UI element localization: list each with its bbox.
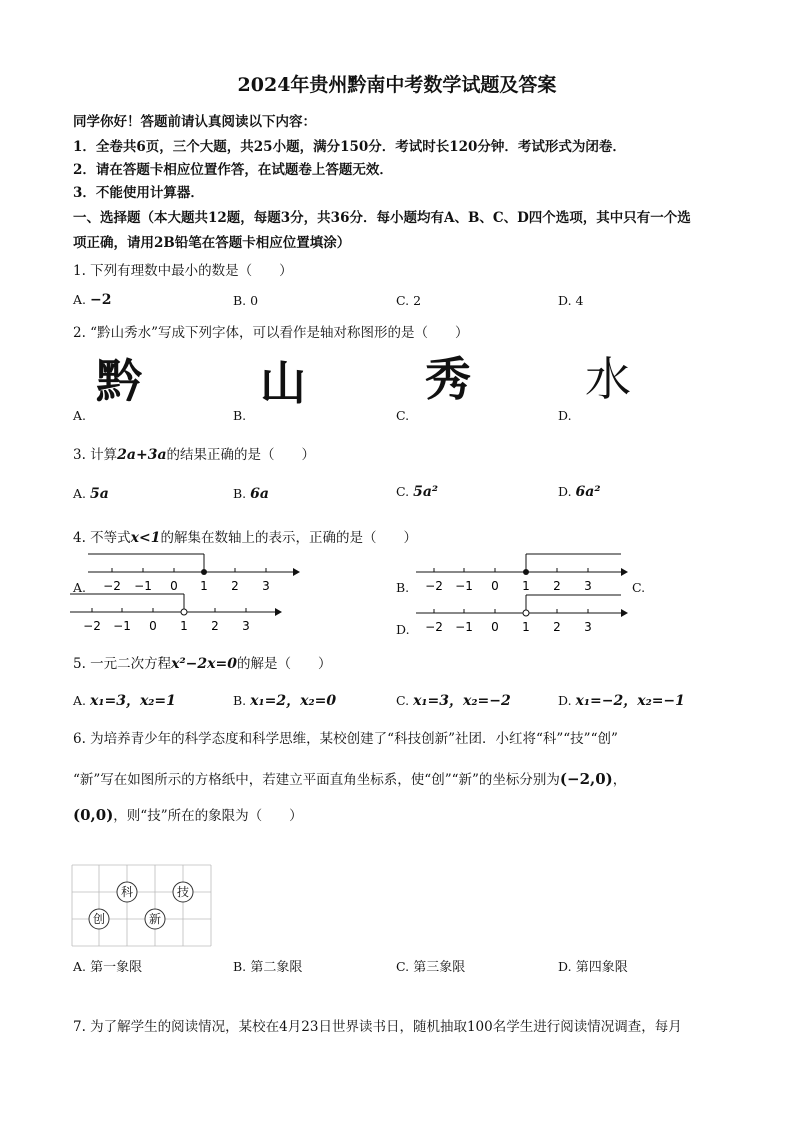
- tick-label: 1: [180, 619, 188, 633]
- q1-option-a: A. −2: [73, 292, 112, 308]
- intro-rule: 2．请在答题卡相应位置作答，在试题卷上答题无效．: [73, 162, 393, 178]
- tick-label: 1: [522, 620, 530, 634]
- q1-option-d: D. 4: [558, 293, 584, 308]
- q1-option-c: C. 2: [396, 293, 422, 308]
- tick-label: 3: [262, 579, 270, 593]
- question-6-line: “新”写在如图所示的方格纸中，若建立平面直角坐标系，使“创”“新”的坐标分别为(−2,0)，: [73, 770, 627, 788]
- q3-option-d: D. 6a²: [558, 484, 601, 500]
- q5-option-b: B. x₁=2，x₂=0: [233, 693, 337, 709]
- tick-label: 2: [211, 619, 219, 633]
- tick-label: 3: [584, 620, 592, 634]
- grid-char-ke: 科: [120, 885, 134, 899]
- intro-rule: 3．不能使用计算器．: [73, 185, 204, 201]
- q1-option-b: B. 0: [233, 293, 259, 308]
- grid-char-chuang: 创: [92, 912, 106, 926]
- tick-label: −1: [455, 579, 473, 593]
- tick-label: 0: [149, 619, 157, 633]
- intro-rule: 1．全卷共6页，三个大题，共25小题，满分150分．考试时长120分钟．考试形式为闭卷．: [73, 139, 626, 155]
- glyph-xiu: 秀: [425, 352, 471, 406]
- q5-option-c: C. x₁=3，x₂=−2: [396, 693, 511, 709]
- tick-label: −2: [425, 620, 443, 634]
- q6-option-a: A. 第一象限: [73, 959, 143, 975]
- tick-label: 3: [242, 619, 250, 633]
- question-3-stem: 3. 计算2a+3a的结果正确的是（ ）: [73, 447, 316, 463]
- tick-label: −2: [83, 619, 101, 633]
- q3-option-b: B. 6a: [233, 486, 269, 502]
- question-5-stem: 5. 一元二次方程x²−2x=0的解是（ ）: [73, 656, 332, 672]
- question-2-stem: 2. “黔山秀水”写成下列字体，可以看作是轴对称图形的是（ ）: [73, 325, 469, 341]
- number-line-b: [416, 550, 631, 595]
- q3-option-c: C. 5a²: [396, 484, 439, 500]
- grid-char-xin: 新: [148, 912, 162, 926]
- question-1-stem: 1. 下列有理数中最小的数是（ ）: [73, 263, 293, 279]
- tick-label: 2: [553, 579, 561, 593]
- section-heading: 一、选择题（本大题共12题，每题3分，共36分．每小题均有A、B、C、D四个选项，其中只有一个选: [73, 210, 691, 226]
- grid-char-ji: 技: [176, 885, 190, 899]
- q5-option-d: D. x₁=−2，x₂=−1: [558, 693, 685, 709]
- intro-greeting: 同学你好！答题前请认真阅读以下内容：: [73, 114, 316, 130]
- number-line-d: [416, 591, 631, 636]
- q4-option-a-label: A.: [73, 580, 87, 595]
- section-heading: 项正确，请用2B铅笔在答题卡相应位置填涂）: [73, 235, 351, 251]
- question-6-line: (0,0)，则“技”所在的象限为（ ）: [73, 806, 303, 824]
- q6-option-b: B. 第二象限: [233, 959, 303, 975]
- q4-option-b-label: B.: [396, 580, 410, 595]
- tick-label: −1: [134, 579, 152, 593]
- tick-label: 3: [584, 579, 592, 593]
- q2-option-d: D.: [558, 408, 572, 423]
- page-title: 2024年贵州黔南中考数学试题及答案: [237, 74, 557, 96]
- q5-option-a: A. x₁=3，x₂=1: [73, 693, 176, 709]
- glyph-shui: 水: [585, 352, 631, 406]
- tick-label: 1: [522, 579, 530, 593]
- tick-label: 2: [231, 579, 239, 593]
- question-6-line: 6. 为培养青少年的科学态度和科学思维，某校创建了“科技创新”社团．小红将“科”“技”“创”: [73, 731, 618, 747]
- number-line-c: [70, 590, 285, 635]
- tick-label: 0: [491, 620, 499, 634]
- q6-option-d: D. 第四象限: [558, 959, 628, 975]
- tick-label: −2: [425, 579, 443, 593]
- question-7-line: 7. 为了解学生的阅读情况，某校在4月23日世界读书日，随机抽取100名学生进行阅读情况调查，每月: [73, 1019, 682, 1035]
- q6-option-c: C. 第三象限: [396, 959, 466, 975]
- tick-label: −1: [455, 620, 473, 634]
- question-4-stem: 4. 不等式x<1的解集在数轴上的表示，正确的是（ ）: [73, 530, 417, 546]
- tick-label: 2: [553, 620, 561, 634]
- grid-figure: [71, 864, 213, 948]
- tick-label: 0: [491, 579, 499, 593]
- tick-label: −1: [113, 619, 131, 633]
- q3-option-a: A. 5a: [73, 486, 109, 502]
- q2-option-c: C.: [396, 408, 410, 423]
- glyph-shan: 山: [260, 356, 306, 410]
- q4-option-c-label: C.: [632, 580, 646, 595]
- q4-option-d-label: D.: [396, 622, 410, 637]
- glyph-qian: 黔: [96, 354, 142, 408]
- q2-option-a: A.: [73, 408, 87, 423]
- tick-label: 1: [200, 579, 208, 593]
- number-line-a: [88, 550, 303, 595]
- tick-label: −2: [103, 579, 121, 593]
- tick-label: 0: [170, 579, 178, 593]
- q2-option-b: B.: [233, 408, 247, 423]
